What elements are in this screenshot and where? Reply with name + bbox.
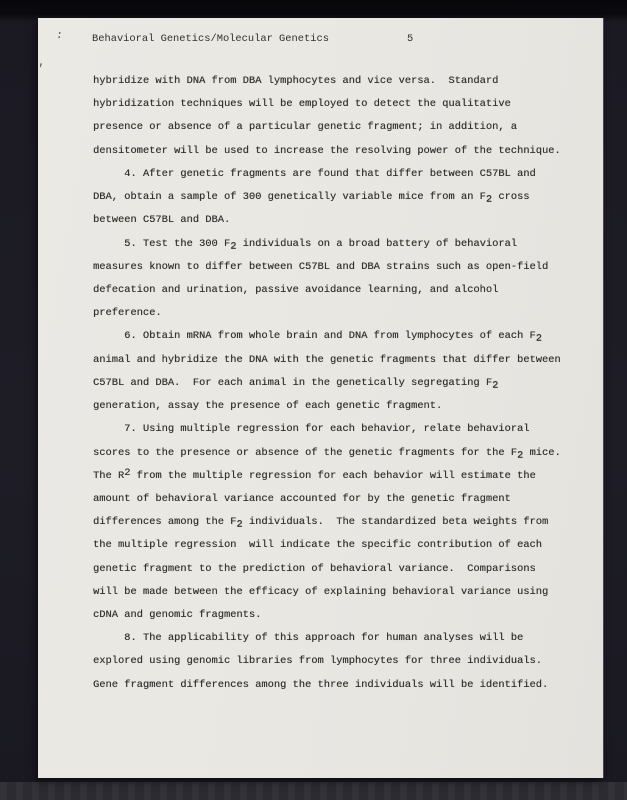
- page-number: 5: [407, 33, 414, 45]
- document-body: [93, 70, 593, 697]
- text-line: differences among the F2 individuals. The standardized beta weights from: [93, 516, 549, 531]
- text-line: Gene fragment differences among the three individuals will be identified.: [93, 678, 549, 691]
- text-line: generation, assay the presence of each genetic fragment.: [93, 400, 443, 413]
- text-line: will be made between the efficacy of explaining behavioral variance using: [93, 585, 549, 598]
- text-line: amount of behavioral variance accounted for by the genetic fragment: [93, 492, 511, 505]
- text-line: C57BL and DBA. For each animal in the genetically segregating F2: [93, 376, 499, 392]
- text-line: hybridization techniques will be employed to detect the qualitative: [93, 98, 511, 111]
- page-header: [38, 31, 603, 47]
- document-page: [38, 18, 603, 778]
- text-line: defecation and urination, passive avoidance learning, and alcohol: [93, 283, 499, 296]
- text-line: densitometer will be used to increase the resolving power of the technique.: [93, 144, 561, 157]
- text-line: cDNA and genomic fragments.: [93, 609, 262, 622]
- text-line: DBA, obtain a sample of 300 genetically variable mice from an F2 cross: [93, 191, 530, 206]
- header-title: Behavioral Genetics/Molecular Genetics: [92, 33, 329, 45]
- text-line: 7. Using multiple regression for each behavior, relate behavioral: [93, 423, 530, 436]
- text-line: animal and hybridize the DNA with the genetic fragments that differ between: [93, 353, 561, 366]
- text-line: scores to the presence or absence of the genetic fragments for the F2 mice.: [93, 446, 561, 462]
- text-line: explored using genomic libraries from lymphocytes for three individuals.: [93, 655, 542, 668]
- text-line: 8. The applicability of this approach for human analyses will be: [93, 632, 524, 645]
- text-line: between C57BL and DBA.: [93, 214, 231, 227]
- text-line: preference.: [93, 307, 162, 320]
- text-line: 6. Obtain mRNA from whole brain and DNA from lymphocytes of each F2: [93, 330, 542, 346]
- text-line: 4. After genetic fragments are found that differ between C57BL and: [93, 167, 536, 180]
- text-line: presence or absence of a particular genetic fragment; in addition, a: [93, 121, 518, 134]
- ink-speck: :: [55, 29, 64, 43]
- text-line: the multiple regression will indicate the specific contribution of each: [93, 539, 542, 552]
- text-line: hybridize with DNA from DBA lymphocytes and vice versa. Standard: [93, 75, 499, 87]
- ink-speck: ,: [36, 56, 46, 70]
- text-line: 5. Test the 300 F2 individuals on a broad battery of behavioral: [93, 237, 518, 253]
- text-line: measures known to differ between C57BL and DBA strains such as open-field: [93, 260, 549, 273]
- text-line: genetic fragment to the prediction of behavioral variance. Comparisons: [93, 562, 536, 575]
- text-line: The R2 from the multiple regression for each behavior will estimate the: [93, 466, 536, 482]
- scan-bottom-band: [0, 782, 627, 800]
